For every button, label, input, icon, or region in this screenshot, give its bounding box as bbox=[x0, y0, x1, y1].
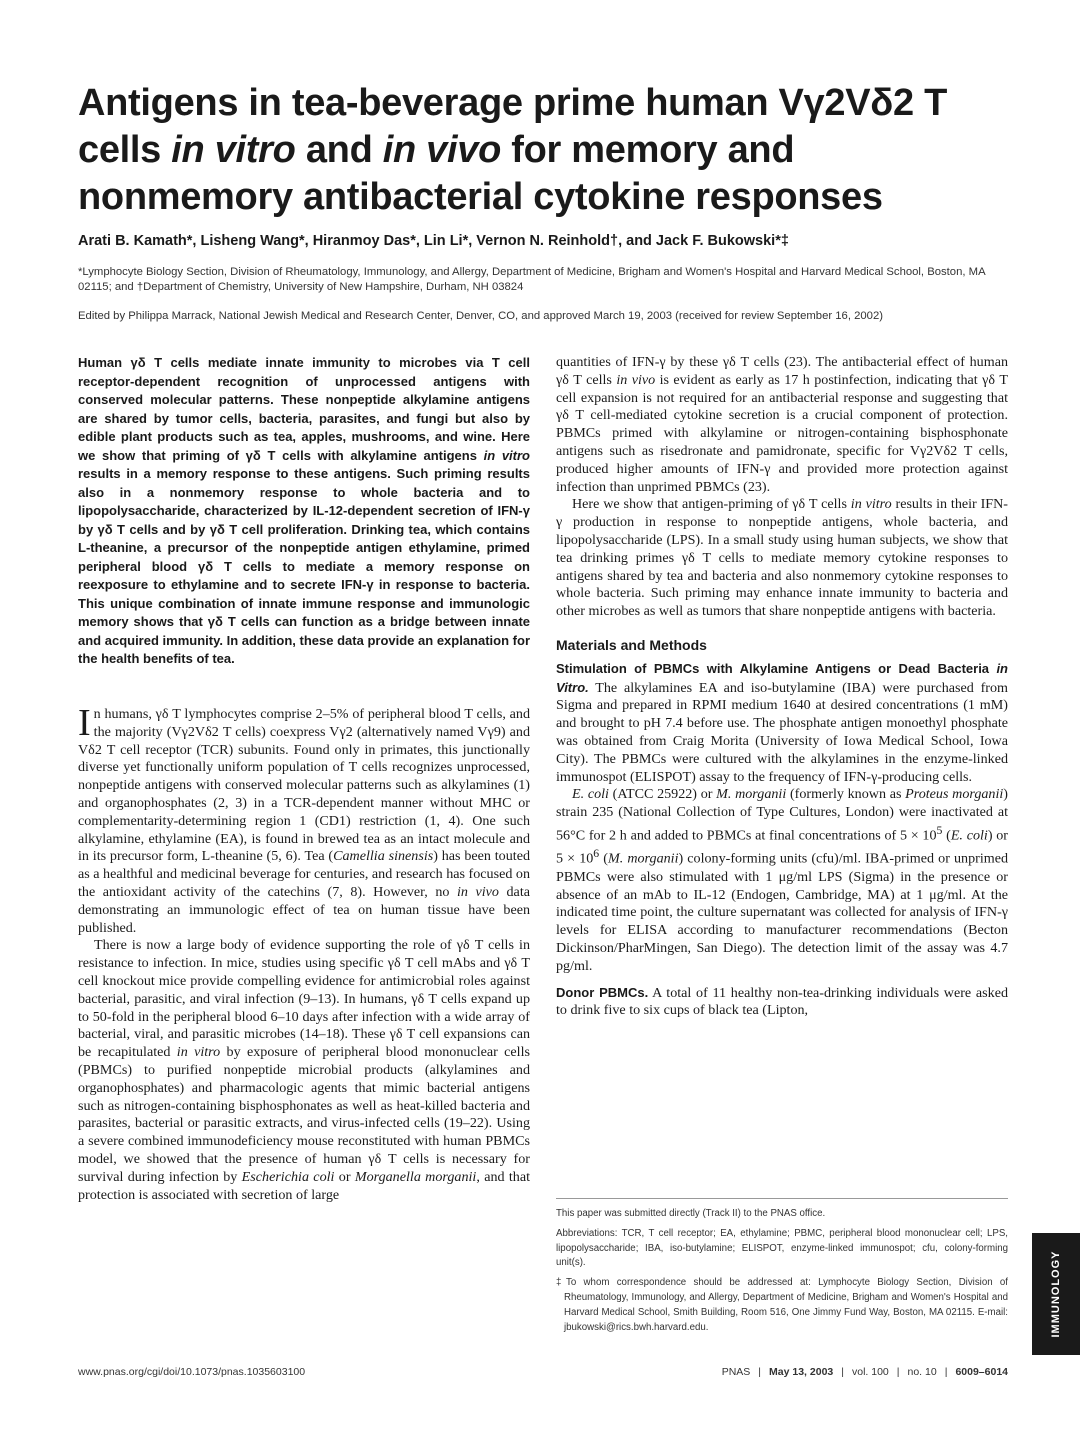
citation-info: PNAS | May 13, 2003 | vol. 100 | no. 10 | 6009–6014 bbox=[721, 1366, 1008, 1378]
stimulation-subheading: Stimulation of PBMCs with Alkylamine Antigens or Dead Bacteria in Vitro. bbox=[556, 660, 1008, 695]
editor-note: Edited by Philippa Marrack, National Jewish Medical and Research Center, Denver, CO, and approved March 19, 2003 (received for review September 16, 2002) bbox=[78, 310, 884, 322]
footnote-abbreviations: Abbreviations: TCR, T cell receptor; EA, ethylamine; PBMC, peripheral blood mononuclear cell; LPS, lipopolysaccharide; IBA, iso-butylamine; ELISPOT, enzyme-linked immunospot; cfu, colony-forming unit(s). bbox=[556, 1227, 1008, 1269]
footnote-divider bbox=[556, 1198, 1008, 1199]
right-column bbox=[556, 354, 1008, 1020]
section-tab-label: IMMUNOLOGY bbox=[1050, 1250, 1062, 1338]
author-list: Arati B. Kamath*, Lisheng Wang*, Hiranmoy Das*, Lin Li*, Vernon N. Reinhold†, and Jack F. Bukowski*‡ bbox=[78, 233, 789, 249]
intro-paragraph-1: In humans, γδ T lymphocytes comprise 2–5% of peripheral blood T cells, and the majority (Vγ2Vδ2 T cells) coexpress Vγ2 (alternatively named Vγ9) and Vδ2 T cell receptor (TCR) subunits. Found only in primates, this junctionally diverse yet functionally uniform population of T cells recognizes unprocessed, nonpeptide antigens with conserved molecular patterns such as alkylamines (1) and organophosphates (2, 3) in a TCR-dependent manner without MHC or complementarity-determining region 1 (CD1) restriction (1, 4). One such alkylamine, ethylamine (EA), is found in brewed tea as an intact molecule and in its precursor form, L-theanine (5, 6). Tea (Camellia sinensis) has been touted as a healthful and medicinal beverage for centuries, and research has focused on the antioxidant activity of the catechins (7, 8). However, no in vivo data demonstrating an immunologic effect of tea on human tissue have been published. bbox=[78, 702, 530, 936]
methods-donor-paragraph: Donor PBMCs. A total of 11 healthy non-tea-drinking individuals were asked to drink five to six cups of black tea (Lipton, bbox=[556, 984, 1008, 1019]
introduction-left-column bbox=[78, 702, 531, 1204]
intro-paragraph-2: There is now a large body of evidence supporting the role of γδ T cells in resistance to infection. In mice, studies using specific γδ T cell mAbs and γδ T cell knockout mice provide compelling evidence for antimicrobial roles against bacterial, parasitic, and viral infection (9–13). In humans, γδ T cells expand up to 50-fold in the peripheral blood 6–10 days after infection with a wide array of bacterial, viral, and parasitic microbes (14–18). These γδ T cell expansions can be recapitulated in vitro by exposure of peripheral blood mononuclear cells (PBMCs) to purified nonpeptide microbial products (alkylamines and organophosphates) and pharmacologic agents that mimic bacterial antigens such as nitrogen-containing bisphosphonates as well as heat-killed bacteria and parasites, bacterial or parasitic extracts, and virus-infected cells (19–22). Using a severe combined immunodeficiency mouse reconstituted with human PBMCs model, we showed that the presence of human γδ T cells is necessary for survival during infection by Escherichia coli or Morganella morganii, and that protection is associated with secretion of large bbox=[78, 937, 531, 1203]
affiliations: *Lymphocyte Biology Section, Division of Rheumatology, Immunology, and Allergy, Department of Medicine, Brigham and Women's Hospital and Harvard Medical School, Boston, MA 02115; and †Department of Chemistry, University of New Hampshire, Durham, NH 03824 bbox=[78, 266, 985, 293]
doi-link[interactable]: www.pnas.org/cgi/doi/10.1073/pnas.1035603100 bbox=[78, 1366, 306, 1378]
intro-paragraph-4: Here we show that antigen-priming of γδ T cells in vitro results in their IFN-γ production in response to nonpeptide antigens, whole bacteria, and lipopolysaccharide (LPS). In a small study using human subjects, we show that tea drinking primes γδ T cells to mediate memory cytokine responses to antigens shared by tea and bacteria and also nonmemory cytokine responses to whole bacteria. Such priming may enhance innate immunity to bacteria and other microbes as well as tumors that share nonpeptide antigens with bacteria. bbox=[556, 496, 1008, 620]
article-title: Antigens in tea-beverage prime human Vγ2Vδ2 T cells in vitro and in vivo for memory and nonmemory antibacterial cytokine responses bbox=[78, 82, 948, 218]
intro-paragraph-3: quantities of IFN-γ by these γδ T cells (23). The antibacterial effect of human γδ T cells in vivo is evident as early as 17 h postinfection, indicating that γδ T cell expansion is not required for an antibacterial response and suggesting that γδ T cell-mediated cytokine secretion is a crucial component of protection. PBMCs primed with alkylamine or nitrogen-containing bisphosphonate antigens such as risedronate and pamidronate, specific for Vγ2Vδ2 T cells, produced higher amounts of IFN-γ and provided more protection against infection than unprimed PBMCs (23). bbox=[556, 354, 1008, 495]
footnote-correspondence: ‡To whom correspondence should be addressed at: Lymphocyte Biology Section, Division of Rheumatology, Immunology, and Allergy, Department of Medicine, Brigham and Women's Hospital and Harvard Medical School, Smith Building, Room 516, One Jimmy Fund Way, Boston, MA 02115. E-mail: jbukowski@rics.bwh.harvard.edu. bbox=[556, 1277, 1008, 1333]
footnote-track: This paper was submitted directly (Track II) to the PNAS office. bbox=[556, 1208, 826, 1219]
drop-cap: I bbox=[78, 702, 91, 744]
section-tab bbox=[1032, 1233, 1080, 1355]
methods-bacteria-paragraph: E. coli (ATCC 25922) or M. morganii (formerly known as Proteus morganii) strain 235 (National Collection of Type Cultures, London) were inactivated at 56°C for 2 h and added to PBMCs at final concentrations of $5 \times 10^5$ (E. coli) or $5 \times 10^6$ (M. morganii) colony-forming units (cfu)/ml. IBA-primed or unprimed PBMCs were also stimulated with 1 μg/ml LPS (Sigma) in the presence or absence of an mAb to IL-12 (Endogen, Cambridge, MA) at 1 μg/ml. At the indicated time point, the culture supernatant was collected for analysis of IFN-γ levels for ELISA according to manufacturer recommendations (Becton Dickinson/PharMingen, San Diego). The detection limit of the assay was 4.7 pg/ml. bbox=[556, 786, 1009, 974]
methods-stimulation-paragraph: Stimulation of PBMCs with Alkylamine Antigens or Dead Bacteria in Vitro. The alkylamines EA and iso-butylamine (IBA) were purchased from Sigma and prepared in RPMI medium 1640 at desired concentrations (1 mM) and brought to pH 7.4 before use. The phosphate antigen monoethyl phosphate was obtained from Craig Morita (University of Iowa Medical School, Iowa City). The PBMCs were cultured with the alkylamines in the enzyme-linked immunospot (ELISPOT) assay to the frequency of IFN-γ-producing cells. bbox=[556, 660, 1008, 785]
abstract: Human γδ T cells mediate innate immunity to microbes via T cell receptor-dependent recognition of unprocessed antigens with conserved molecular patterns. These nonpeptide alkylamine antigens are shared by tumor cells, bacteria, parasites, and fungi but also by edible plant products such as tea, apples, mushrooms, and wine. Here we show that priming of γδ T cells with alkylamine antigens in vitro results in a memory response to these antigens. Such priming results also in a nonmemory response to whole bacteria and to lipopolysaccharide, characterized by IL-12-dependent secretion of IFN-γ by γδ T cells and by γδ T cell proliferation. Drinking tea, which contains L-theanine, a precursor of the nonpeptide antigen ethylamine, primed peripheral blood γδ T cells to mediate a memory response on reexposure to ethylamine and to secrete IFN-γ in response to bacteria. This unique combination of innate immune response and immunologic memory shows that γδ T cells can function as a bridge between innate and acquired immunity. In addition, these data provide an explanation for the health benefits of tea. bbox=[78, 355, 530, 666]
donor-subheading: Donor PBMCs. bbox=[556, 984, 649, 1000]
methods-heading: Materials and Methods bbox=[556, 636, 707, 653]
footnotes bbox=[556, 1207, 1008, 1340]
